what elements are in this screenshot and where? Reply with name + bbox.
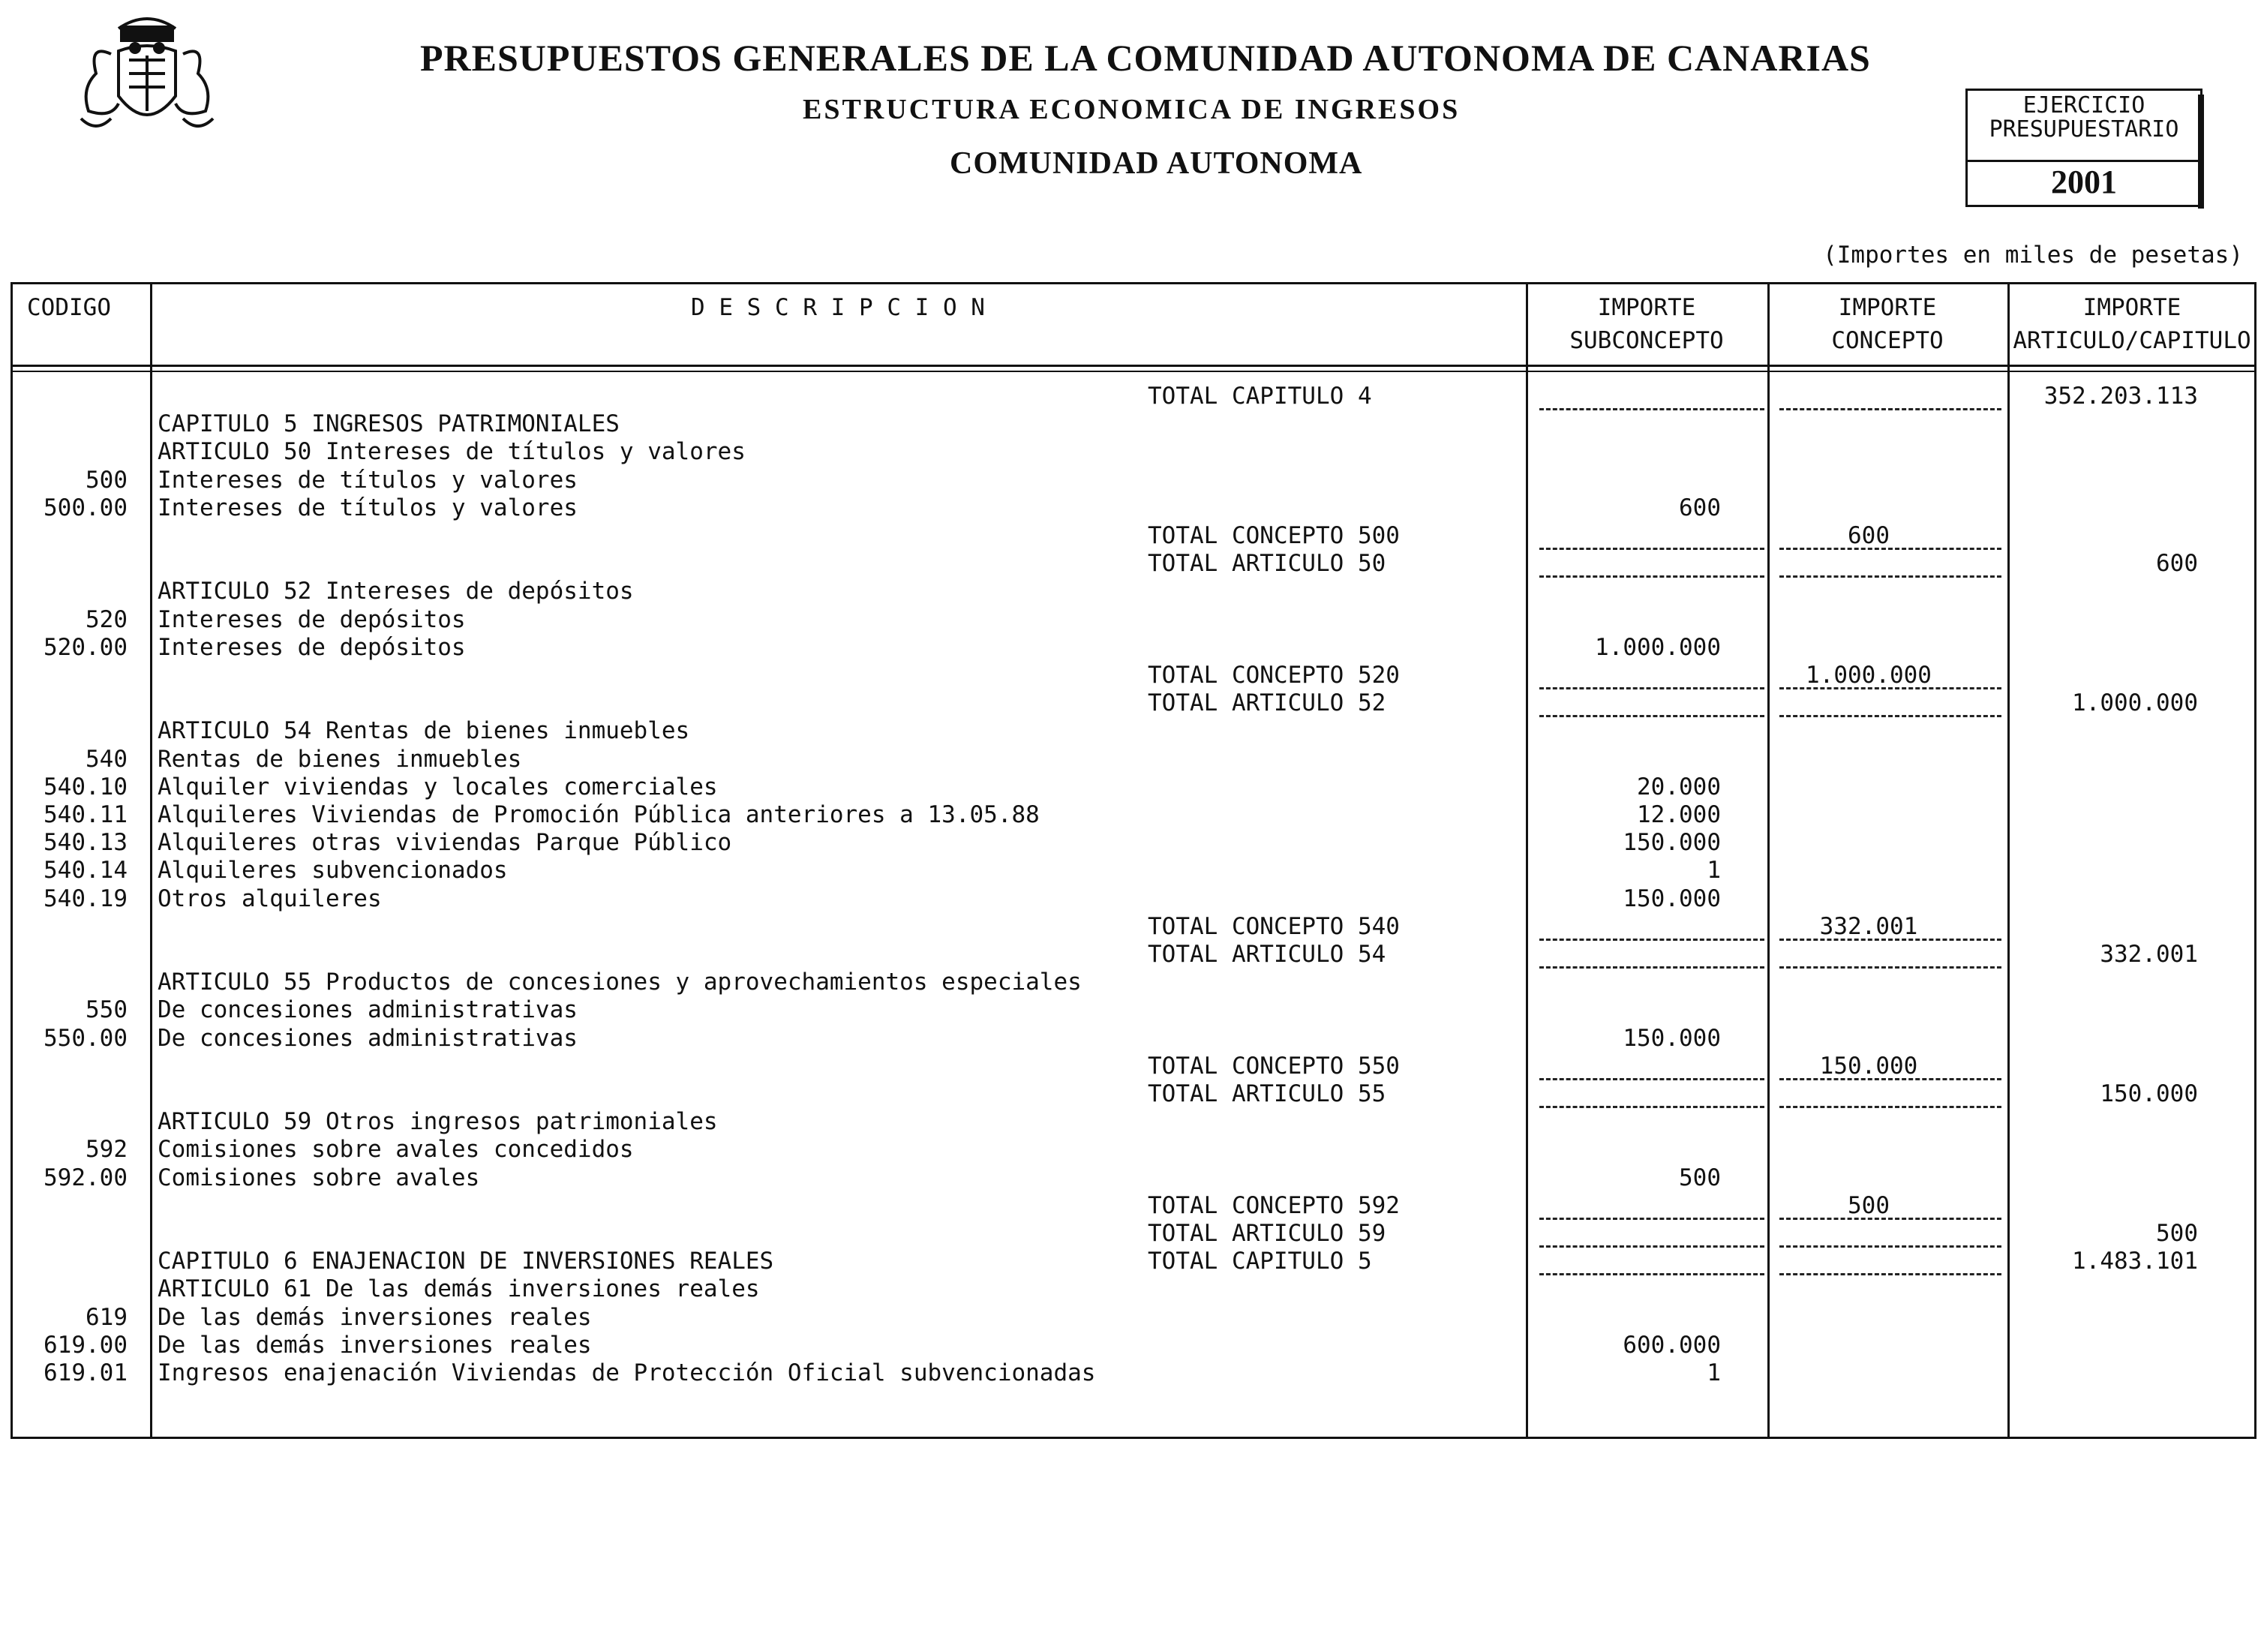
table-row [0, 717, 2258, 746]
table-row [0, 1192, 2258, 1221]
col-header-subconcepto: IMPORTE SUBCONCEPTO [1569, 294, 1724, 354]
table-row [0, 1025, 2258, 1053]
row-code: 619.00 [44, 1331, 128, 1359]
row-total-label: TOTAL ARTICULO 54 [1148, 941, 1386, 968]
table-row [0, 383, 2258, 411]
col-header-concepto: IMPORTE CONCEPTO [1831, 294, 1944, 354]
table-row [0, 1108, 2258, 1137]
row-description: Intereses de depósitos [158, 633, 466, 661]
table-row [0, 606, 2258, 635]
table-row [0, 1304, 2258, 1332]
table-row [0, 1080, 2258, 1109]
row-total-label: TOTAL CAPITULO 5 [1148, 1248, 1372, 1275]
row-code: 540.19 [44, 885, 128, 912]
row-description: Intereses de títulos y valores [158, 494, 578, 521]
table-row [0, 1359, 2258, 1388]
row-description: De las demás inversiones reales [158, 1331, 592, 1359]
row-importe-subconcepto: 20.000 [1637, 773, 1721, 800]
table-row [0, 467, 2258, 495]
row-total-label: TOTAL CONCEPTO 520 [1148, 662, 1400, 689]
row-description: Alquileres subvencionados [158, 857, 508, 885]
table-row [0, 913, 2258, 942]
row-code: 540 [86, 745, 128, 773]
header-rule [11, 371, 2256, 372]
fiscal-year-box [1965, 89, 2202, 207]
table-row [0, 773, 2258, 802]
row-importe-subconcepto: 150.000 [1623, 885, 1721, 912]
units-note: (Importes en miles de pesetas) [1823, 242, 2243, 269]
row-code: 520 [86, 605, 128, 633]
row-importe-subconcepto: 1 [1707, 857, 1721, 885]
header-rule [11, 365, 2256, 367]
section-title: COMUNIDAD AUTONOMA [950, 146, 1363, 181]
col-header-codigo: CODIGO [27, 294, 111, 321]
row-importe-articulo: 352.203.113 [2043, 383, 2198, 410]
table-row [0, 996, 2258, 1025]
table-row [0, 969, 2258, 997]
table-row [0, 1220, 2258, 1248]
row-importe-subconcepto: 600 [1679, 494, 1721, 521]
table-row [0, 494, 2258, 523]
table-row [0, 1248, 2258, 1276]
row-description: Ingresos enajenación Viviendas de Protección Oficial subvencionadas [158, 1359, 1096, 1386]
row-description: De concesiones administrativas [158, 996, 578, 1024]
row-description: ARTICULO 61 De las demás inversiones reales [158, 1275, 760, 1303]
row-importe-subconcepto: 1 [1707, 1359, 1721, 1386]
ejercicio-label: EJERCICIO [2022, 92, 2145, 119]
row-code: 500 [86, 466, 128, 494]
table-row [0, 1053, 2258, 1081]
row-importe-concepto: 332.001 [1819, 912, 1918, 940]
table-row [0, 941, 2258, 969]
row-description: CAPITULO 5 INGRESOS PATRIMONIALES [158, 410, 620, 438]
row-total-label: TOTAL ARTICULO 50 [1148, 550, 1386, 578]
table-row [0, 1164, 2258, 1193]
row-description: Intereses de depósitos [158, 605, 466, 633]
row-description: Alquileres otras viviendas Parque Público [158, 829, 732, 857]
row-importe-articulo: 332.001 [2100, 941, 2198, 968]
row-code: 592.00 [44, 1164, 128, 1191]
row-importe-articulo: 150.000 [2100, 1080, 2198, 1107]
row-importe-subconcepto: 150.000 [1623, 1024, 1721, 1052]
row-code: 592 [86, 1136, 128, 1164]
row-code: 550.00 [44, 1024, 128, 1052]
row-total-label: TOTAL CONCEPTO 540 [1148, 912, 1400, 940]
table-row [0, 634, 2258, 662]
table-row [0, 1136, 2258, 1164]
table-row [0, 522, 2258, 551]
row-code: 540.10 [44, 773, 128, 800]
page-title: PRESUPUESTOS GENERALES DE LA COMUNIDAD AUTONOMA DE CANARIAS [420, 37, 1871, 79]
row-total-label: TOTAL CONCEPTO 550 [1148, 1052, 1400, 1080]
row-total-label: TOTAL ARTICULO 52 [1148, 689, 1386, 717]
row-code: 540.14 [44, 857, 128, 885]
row-code: 619 [86, 1303, 128, 1331]
row-importe-articulo: 1.483.101 [2072, 1248, 2198, 1275]
row-importe-subconcepto: 150.000 [1623, 829, 1721, 857]
row-description: Alquileres Viviendas de Promoción Pública anteriores a 13.05.88 [158, 801, 1040, 828]
col-header-articulo: IMPORTE ARTICULO/CAPITULO [2013, 294, 2251, 354]
row-description: Rentas de bienes inmuebles [158, 745, 522, 773]
row-description: De las demás inversiones reales [158, 1303, 592, 1331]
table-row [0, 689, 2258, 718]
row-importe-articulo: 1.000.000 [2072, 689, 2198, 717]
table-row [0, 829, 2258, 858]
row-description: CAPITULO 6 ENAJENACION DE INVERSIONES REALES [158, 1248, 774, 1275]
row-total-label: TOTAL CONCEPTO 592 [1148, 1191, 1400, 1219]
presupuestario-label: PRESUPUESTARIO [1989, 116, 2179, 143]
row-importe-concepto: 600 [1848, 522, 1890, 549]
table-row [0, 1332, 2258, 1360]
row-importe-subconcepto: 1.000.000 [1595, 633, 1721, 661]
row-total-label: TOTAL ARTICULO 59 [1148, 1220, 1386, 1247]
row-description: ARTICULO 59 Otros ingresos patrimoniales [158, 1108, 718, 1136]
row-description: Intereses de títulos y valores [158, 466, 578, 494]
row-description: De concesiones administrativas [158, 1024, 578, 1052]
row-description: ARTICULO 52 Intereses de depósitos [158, 578, 634, 605]
row-importe-subconcepto: 600.000 [1623, 1331, 1721, 1359]
row-description: Comisiones sobre avales [158, 1164, 480, 1191]
table-row [0, 801, 2258, 830]
row-code: 619.01 [44, 1359, 128, 1386]
row-description: ARTICULO 55 Productos de concesiones y aprovechamientos especiales [158, 969, 1082, 996]
page-subtitle: ESTRUCTURA ECONOMICA DE INGRESOS [803, 94, 1461, 125]
row-description: Comisiones sobre avales concedidos [158, 1136, 634, 1164]
table-row [0, 438, 2258, 467]
row-description: ARTICULO 50 Intereses de títulos y valores [158, 438, 746, 466]
fiscal-year: 2001 [2051, 164, 2117, 200]
row-importe-concepto: 500 [1848, 1191, 1890, 1219]
table-row [0, 550, 2258, 578]
year-box-divider [1968, 160, 2200, 162]
row-importe-articulo: 600 [2156, 550, 2198, 578]
table-row [0, 662, 2258, 690]
row-importe-articulo: 500 [2156, 1220, 2198, 1247]
row-total-label: TOTAL ARTICULO 55 [1148, 1080, 1386, 1107]
table-row [0, 885, 2258, 914]
table-row [0, 410, 2258, 439]
table-row [0, 746, 2258, 774]
row-code: 500.00 [44, 494, 128, 521]
col-header-descripcion: D E S C R I P C I O N [691, 294, 985, 321]
row-importe-concepto: 1.000.000 [1806, 662, 1932, 689]
row-importe-concepto: 150.000 [1819, 1052, 1918, 1080]
row-importe-subconcepto: 500 [1679, 1164, 1721, 1191]
row-description: Otros alquileres [158, 885, 382, 912]
row-code: 520.00 [44, 633, 128, 661]
table-row [0, 578, 2258, 606]
row-code: 540.11 [44, 801, 128, 828]
row-importe-subconcepto: 12.000 [1637, 801, 1721, 828]
row-description: ARTICULO 54 Rentas de bienes inmuebles [158, 717, 690, 745]
row-total-label: TOTAL CONCEPTO 500 [1148, 522, 1400, 549]
row-total-label: TOTAL CAPITULO 4 [1148, 383, 1372, 410]
table-row [0, 1275, 2258, 1304]
row-code: 540.13 [44, 829, 128, 857]
row-code: 550 [86, 996, 128, 1024]
table-row [0, 857, 2258, 885]
row-description: Alquiler viviendas y locales comerciales [158, 773, 718, 800]
